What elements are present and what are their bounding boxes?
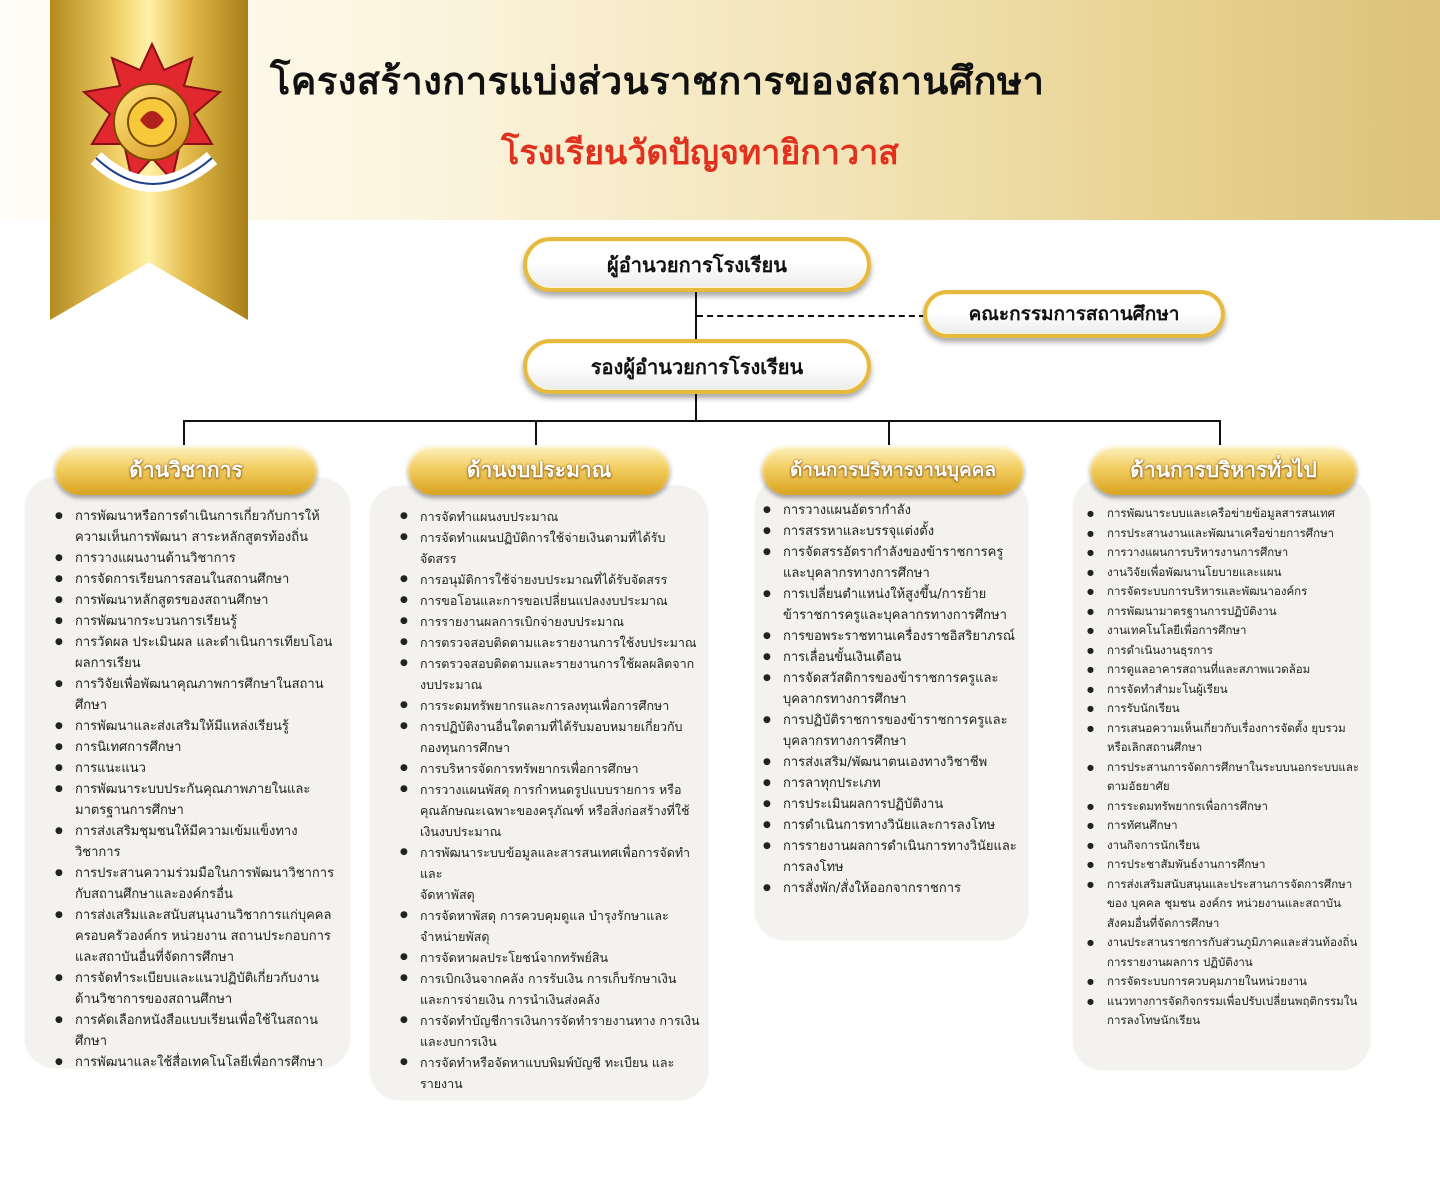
list-item: ● การแนะแนว (55, 758, 336, 779)
list-item: ● การสั่งพัก/สั่งให้ออกจากราชการ (763, 878, 1020, 899)
list-item: ● การลาทุกประเภท (763, 773, 1020, 794)
list-item: ● การจัดทำแผนงบประมาณ (400, 506, 700, 527)
division-panel-general (1073, 478, 1370, 1070)
list-item: ● การประเมินผลการปฏิบัติงาน (763, 794, 1020, 815)
division-list-general (1087, 504, 1362, 1031)
list-item: ● การส่งเสริมสนับสนุนและประสานการจัดการศึกษาของ บุคคล ชุมชน องค์กร หน่วยงานและสถาบันสังคมอื่นที่จัดการศึกษา (1087, 875, 1362, 934)
list-item: ● การจัดสรรอัตรากำลังของข้าราชการครูและบุคลากรทางการศึกษา (763, 542, 1020, 584)
committee-box: คณะกรรมการสถานศึกษา (923, 290, 1225, 338)
list-item: ● การอนุมัติการใช้จ่ายงบประมาณที่ได้รับจัดสรร (400, 569, 700, 590)
list-item: ● งานวิจัยเพื่อพัฒนานโยบายและแผน (1087, 563, 1362, 583)
school-seal-icon (72, 40, 232, 210)
list-item: ● การจัดระบบการบริหารและพัฒนาองค์กร (1087, 582, 1362, 602)
connector-deputy-bus (695, 393, 697, 421)
list-item: ● การจัดทำบัญชีการเงินการจัดทำรายงานทาง การเงินและงบการเงิน (400, 1010, 700, 1052)
list-item: ● การพัฒนาหลักสูตรของสถานศึกษา (55, 590, 336, 611)
list-item: ● การดำเนินการทางวินัยและการลงโทษ (763, 815, 1020, 836)
list-item: ● การวางแผนพัสดุ การกำหนดรูปแบบรายการ หรือคุณลักษณะเฉพาะของครุภัณฑ์ หรือสิ่งก่อสร้างที่ใช้เงินงบประมาณ (400, 779, 700, 842)
list-item: ● การพัฒนาระบบและเครือข่ายข้อมูลสารสนเทศ (1087, 504, 1362, 524)
list-item: ● การจัดหาพัสดุ การควบคุมดูแล บำรุงรักษาและจำหน่ายพัสดุ (400, 905, 700, 947)
list-item: ● การจัดทำระเบียบและแนวปฏิบัติเกี่ยวกับงานด้านวิชาการของสถานศึกษา (55, 968, 336, 1010)
list-item: ● การประสานการจัดการศึกษาในระบบนอกระบบและตามอัธยาศัย (1087, 758, 1362, 797)
list-item: ● การปฏิบัติงานอื่นใดตามที่ได้รับมอบหมายเกี่ยวกับกองทุนการศึกษา (400, 716, 700, 758)
list-item: ● การเลื่อนขั้นเงินเดือน (763, 647, 1020, 668)
division-panel-academic (25, 478, 350, 1068)
list-item: ● การเสนอความเห็นเกี่ยวกับเรื่องการจัดตั้ง ยุบรวมหรือเลิกสถานศึกษา (1087, 719, 1362, 758)
list-item: ● งานประสานราชการกับส่วนภูมิภาคและส่วนท้องถิ่นการรายงานผลการ ปฏิบัติงาน (1087, 933, 1362, 972)
list-item: ● การเปลี่ยนตำแหน่งให้สูงขึ้น/การย้ายข้าราชการครูและบุคลากรทางการศึกษา (763, 584, 1020, 626)
list-item: ● การตรวจสอบติดตามและรายงานการใช้งบประมาณ (400, 632, 700, 653)
list-item: ● การวางแผนงานด้านวิชาการ (55, 548, 336, 569)
list-item: ● งานเทคโนโลยีเพื่อการศึกษา (1087, 621, 1362, 641)
list-item: ● การประสานงานและพัฒนาเครือข่ายการศึกษา (1087, 524, 1362, 544)
list-item: ● การทัศนศึกษา (1087, 816, 1362, 836)
list-item: ● การเบิกเงินจากคลัง การรับเงิน การเก็บรักษาเงิน และการจ่ายเงิน การนำเงินส่งคลัง (400, 968, 700, 1010)
deputy-box: รองผู้อำนวยการโรงเรียน (523, 339, 871, 394)
list-item: ● การส่งเสริมและสนับสนุนงานวิชาการแก่บุคคล ครอบครัวองค์กร หน่วยงาน สถานประกอบการ และสถาบันอื่นที่จัดการศึกษา (55, 905, 336, 968)
list-item: ● การวัดผล ประเมินผล และดำเนินการเทียบโอนผลการเรียน (55, 632, 336, 674)
list-item: ● การพัฒนาระบบข้อมูลและสารสนเทศเพื่อการจัดทำและ จัดหาพัสดุ (400, 842, 700, 905)
list-item: ● การจัดหาผลประโยชน์จากทรัพย์สิน (400, 947, 700, 968)
list-item: ● การประชาสัมพันธ์งานการศึกษา (1087, 855, 1362, 875)
division-panel-budget (370, 486, 708, 1100)
list-item: ● การคัดเลือกหนังสือแบบเรียนเพื่อใช้ในสถานศึกษา (55, 1010, 336, 1052)
list-item: ● การนิเทศการศึกษา (55, 737, 336, 758)
list-item: ● งานกิจการนักเรียน (1087, 836, 1362, 856)
list-item: ● การตรวจสอบติดตามและรายงานการใช้ผลผลิตจากงบประมาณ (400, 653, 700, 695)
list-item: ● การส่งเสริม/พัฒนาตนเองทางวิชาชีพ (763, 752, 1020, 773)
list-item: ● การวางแผนการบริหารงานการศึกษา (1087, 543, 1362, 563)
list-item: ● การประสานความร่วมมือในการพัฒนาวิชาการกับสถานศึกษาและองค์กรอื่น (55, 863, 336, 905)
list-item: ● การจัดทำสำมะโนผู้เรียน (1087, 680, 1362, 700)
list-item: ● การจัดระบบการควบคุมภายในหน่วยงาน (1087, 972, 1362, 992)
list-item: ● การจัดการเรียนการสอนในสถานศึกษา (55, 569, 336, 590)
connector-committee (697, 315, 925, 317)
list-item: ● การขอโอนและการขอเปลี่ยนแปลงงบประมาณ (400, 590, 700, 611)
list-item: ● การระดมทรัพยากรและการลงทุนเพื่อการศึกษา (400, 695, 700, 716)
list-item: ● การปฏิบัติราชการของข้าราชการครูและบุคลากรทางการศึกษา (763, 710, 1020, 752)
list-item: ● การสรรหาและบรรจุแต่งตั้ง (763, 521, 1020, 542)
list-item: ● การพัฒนาหรือการดำเนินการเกี่ยวกับการให้ความเห็นการพัฒนา สาระหลักสูตรท้องถิ่น (55, 506, 336, 548)
list-item: ● การพัฒนามาตรฐานการปฏิบัติงาน (1087, 602, 1362, 622)
connector-horizontal-bus (183, 420, 1221, 422)
connector-director-deputy (695, 290, 697, 345)
list-item: ● การรายงานผลการดำเนินการทางวินัยและการลงโทษ (763, 836, 1020, 878)
list-item: ● แนวทางการจัดกิจกรรมเพื่อปรับเปลี่ยนพฤติกรรมในการลงโทษนักเรียน (1087, 992, 1362, 1031)
list-item: ● การรับนักเรียน (1087, 699, 1362, 719)
division-list-personnel (763, 500, 1020, 899)
division-heading-academic: ด้านวิชาการ (55, 445, 317, 495)
list-item: ● การจัดทำหรือจัดหาแบบพิมพ์บัญชี ทะเบียน และรายงาน (400, 1052, 700, 1094)
list-item: ● การส่งเสริมชุมชนให้มีความเข้มแข็งทางวิชาการ (55, 821, 336, 863)
list-item: ● การพัฒนาและส่งเสริมให้มีแหล่งเรียนรู้ (55, 716, 336, 737)
school-name: โรงเรียนวัดปัญจทายิกาวาส (501, 133, 899, 173)
division-heading-personnel: ด้านการบริหารงานบุคคล (762, 445, 1024, 495)
list-item: ● การวางแผนอัตรากำลัง (763, 500, 1020, 521)
list-item: ● การบริหารจัดการทรัพยากรเพื่อการศึกษา (400, 758, 700, 779)
list-item: ● การดูแลอาคารสถานที่และสภาพแวดล้อม (1087, 660, 1362, 680)
list-item: ● การพัฒนาและใช้สื่อเทคโนโลยีเพื่อการศึกษา (55, 1052, 336, 1073)
list-item: ● การจัดทำแผนปฏิบัติการใช้จ่ายเงินตามที่ได้รับจัดสรร (400, 527, 700, 569)
list-item: ● การขอพระราชทานเครื่องราชอิสริยาภรณ์ (763, 626, 1020, 647)
list-item: ● การระดมทรัพยากรเพื่อการศึกษา (1087, 797, 1362, 817)
division-heading-general: ด้านการบริหารทั่วไป (1090, 445, 1357, 495)
list-item: ● การพัฒนากระบวนการเรียนรู้ (55, 611, 336, 632)
division-list-budget (400, 506, 700, 1094)
division-heading-budget: ด้านงบประมาณ (408, 445, 670, 495)
list-item: ● การพัฒนาระบบประกันคุณภาพภายในและมาตรฐานการศึกษา (55, 779, 336, 821)
page-title: โครงสร้างการแบ่งส่วนราชการของสถานศึกษา (270, 59, 1045, 103)
list-item: ● การดำเนินงานธุรการ (1087, 641, 1362, 661)
list-item: ● การจัดสวัสดิการของข้าราชการครูและบุคลากรทางการศึกษา (763, 668, 1020, 710)
division-panel-personnel (755, 478, 1028, 940)
list-item: ● การวิจัยเพื่อพัฒนาคุณภาพการศึกษาในสถานศึกษา (55, 674, 336, 716)
division-list-academic (55, 506, 336, 1073)
list-item: ● การรายงานผลการเบิกจ่ายงบประมาณ (400, 611, 700, 632)
director-box: ผู้อำนวยการโรงเรียน (523, 237, 871, 292)
